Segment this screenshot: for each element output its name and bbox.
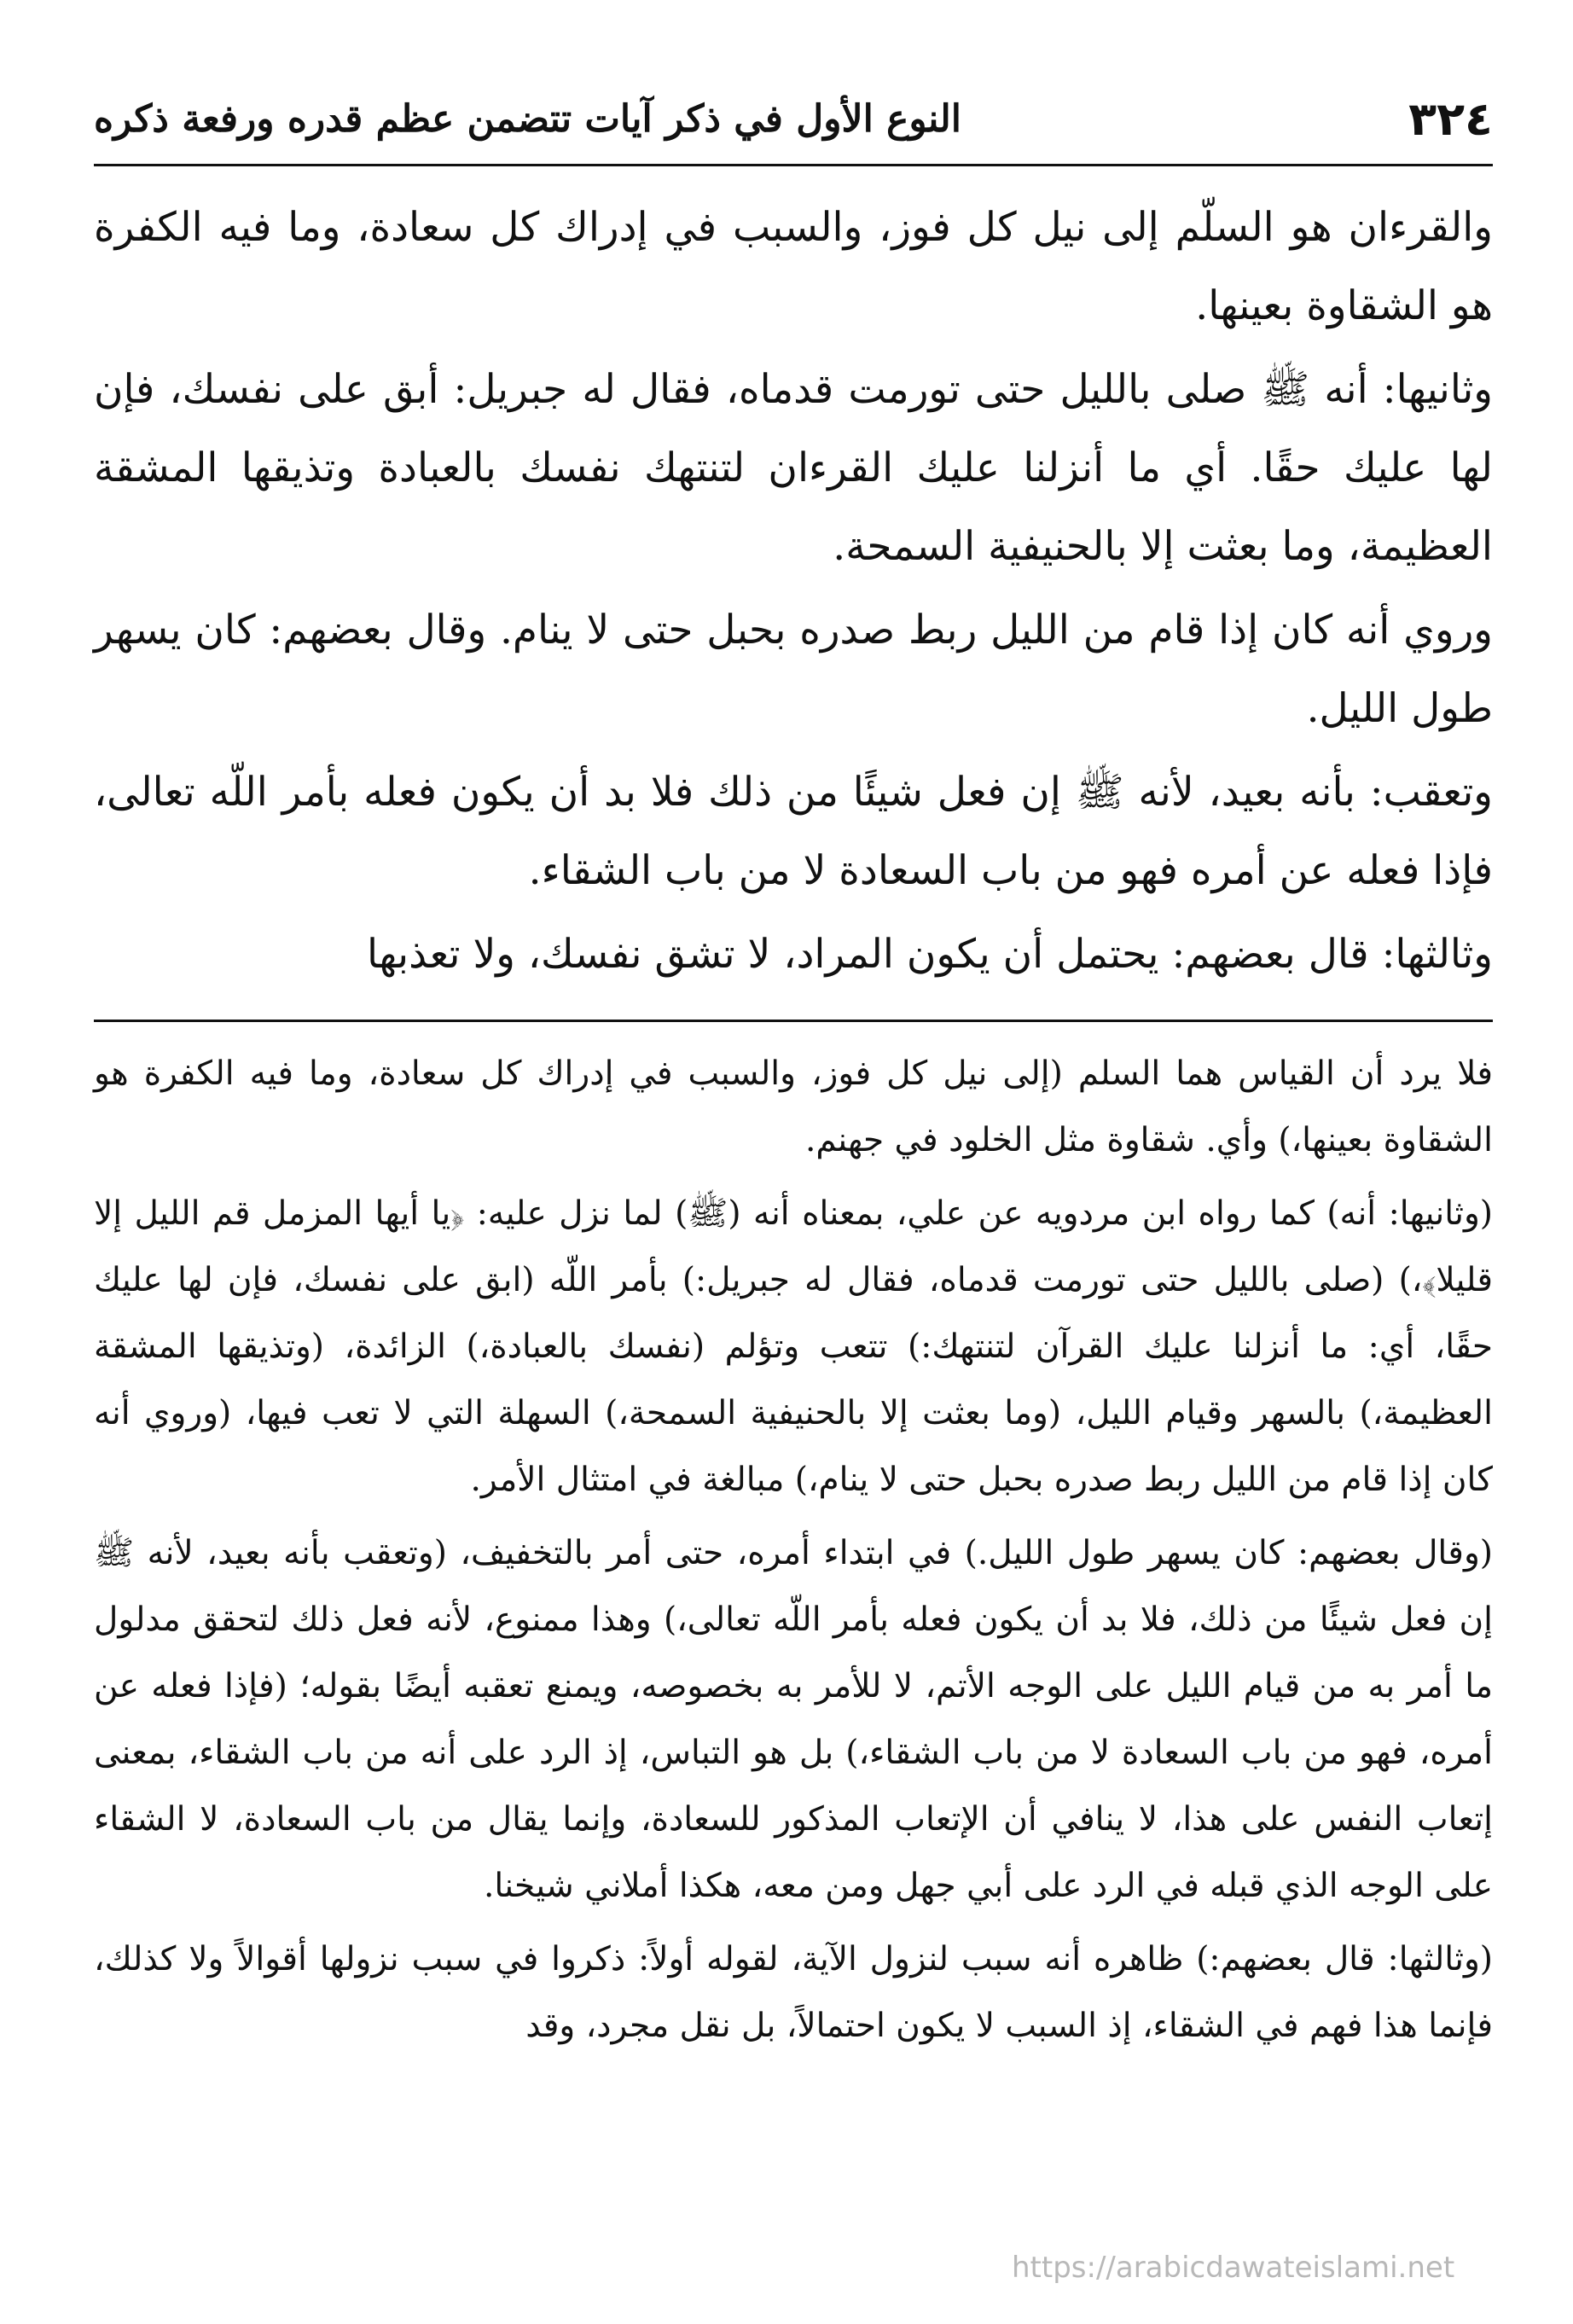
main-paragraph: وروي أنه كان إذا قام من الليل ربط صدره بحبل حتى لا ينام. وقال بعضهم: كان يسهر طول الليل. [94,607,1493,732]
commentary-paragraph: (وثانيها: أنه) كما رواه ابن مردويه عن علي، بمعناه أنه (ﷺ) لما نزل عليه: ﴿يا أيها المزمل قم الليل إلا قليلا﴾،) (صلى بالليل حتى تورمت قدماه، فقال له جبريل:) بأمر اللّه (ابق على نفسك، فإن لها عليك حقًا، أي: ما أنزلنا عليك القرآن لتنتهك:) تتعب وتؤلم (نفسك بالعبادة،) الزائدة، (وتذيقها المشقة العظيمة،) بالسهر وقيام الليل، (وما بعثت إلا بالحنيفية السمحة،) السهلة التي لا تعب فيها، (وروي أنه كان إذا قام من الليل ربط صدره بحبل حتى لا ينام،) مبالغة في امتثال الأمر. [94,1194,1493,1499]
page-header [94,85,1493,166]
footnote-divider [94,1020,1493,1022]
page-number: ٣٢٤ [1408,92,1493,146]
main-paragraph: وثانيها: أنه ﷺ صلى بالليل حتى تورمت قدماه، فقال له جبريل: أبق على نفسك، فإن لها عليك حقًا. أي ما أنزلنا عليك القرءان لتنتهك نفسك بالعبادة وتذيقها المشقة العظيمة، وما بعثت إلا بالحنيفية السمحة. [94,366,1493,570]
main-paragraph: وتعقب: بأنه بعيد، لأنه ﷺ إن فعل شيئًا من ذلك فلا بد أن يكون فعله بأمر اللّه تعالى، فإذا فعله عن أمره فهو من باب السعادة لا من باب الشقاء. [94,769,1493,894]
book-page [94,85,1493,2286]
main-paragraph: والقرءان هو السلّم إلى نيل كل فوز، والسبب في إدراك كل سعادة، وما فيه الكفرة هو الشقاوة بعينها. [94,204,1493,329]
running-title: النوع الأول في ذكر آيات تتضمن عظم قدره ورفعة ذكره [94,97,962,141]
commentary-paragraph: فلا يرد أن القياس هما السلم (إلى نيل كل فوز، والسبب في إدراك كل سعادة، وما فيه الكفرة هو الشقاوة بعينها،) وأي. شقاوة مثل الخلود في جهنم. [94,1055,1493,1159]
watermark-url: https://arabicdawateislami.net [1012,2251,1455,2285]
main-paragraph: وثالثها: قال بعضهم: يحتمل أن يكون المراد، لا تشق نفسك، ولا تعذبها [367,931,1493,978]
main-text [94,166,1493,994]
commentary-paragraph: (وقال بعضهم: كان يسهر طول الليل.) في ابتداء أمره، حتى أمر بالتخفيف، (وتعقب بأنه بعيد، لأنه ﷺ إن فعل شيئًا من ذلك، فلا بد أن يكون فعله بأمر اللّه تعالى،) وهذا ممنوع، لأنه فعل ذلك لتحقق مدلول ما أمر به من قيام الليل على الوجه الأتم، لا للأمر به بخصوصه، ويمنع تعقبه أيضًا بقوله؛ (فإذا فعله عن أمره، فهو من باب السعادة لا من باب الشقاء،) بل هو التباس، إذ الرد على أنه من باب الشقاء، بمعنى إتعاب النفس على هذا، لا ينافي أن الإتعاب المذكور للسعادة، وإنما يقال من باب السعادة، لا الشقاء على الوجه الذي قبله في الرد على أبي جهل ومن معه، هكذا أملاني شيخنا. [94,1534,1493,1905]
commentary-paragraph: (وثالثها: قال بعضهم:) ظاهره أنه سبب لنزول الآية، لقوله أولاً: ذكروا في سبب نزولها أقوالاً ولا كذلك، فإنما هذا فهم في الشقاء، إذ السبب لا يكون احتمالاً، بل نقل مجرد، وقد [94,1940,1493,2045]
commentary-text [94,1041,1493,2060]
